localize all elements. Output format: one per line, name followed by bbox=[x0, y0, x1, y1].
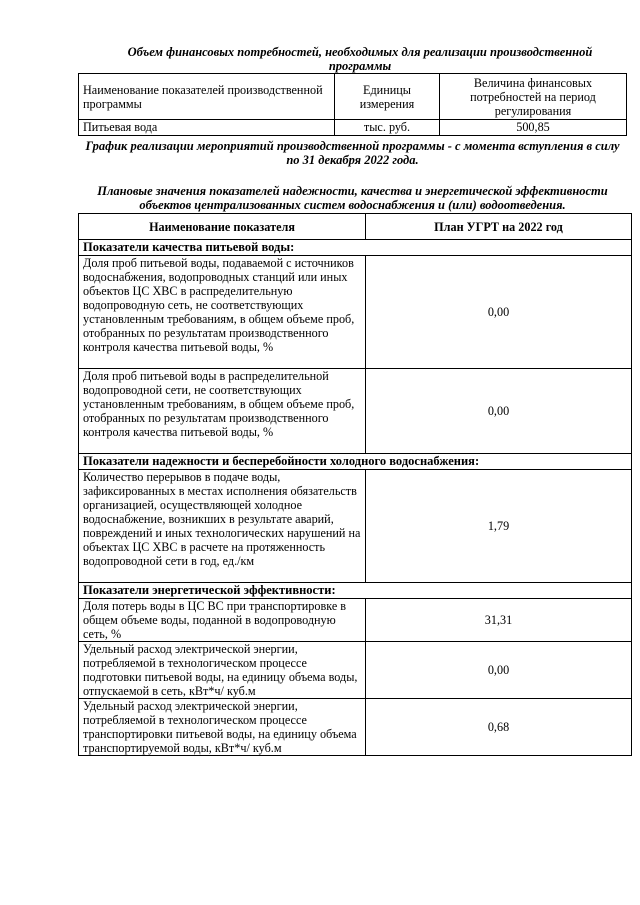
indicator-name: Количество перерывов в подаче воды, зафиксированных в местах исполнения обязательств организацией, осуществляющей холодное водоснабжение, возникших в результате аварий, повреждений и иных технологических нарушений на объектах ЦС ХВС в расчете на протяженность водопроводной сети в год, ед./км bbox=[79, 470, 366, 583]
section-header bbox=[79, 583, 632, 599]
schedule-heading: График реализации мероприятий производственной программы - с момента вступления в силу по 31 декабря 2022 года. bbox=[85, 139, 620, 167]
indicator-value: 0,00 bbox=[366, 642, 632, 699]
indicator-name: Доля потерь воды в ЦС ВС при транспортировке в общем объеме воды, поданной в водопроводную сеть, % bbox=[79, 599, 366, 642]
row-name: Питьевая вода bbox=[79, 120, 335, 136]
section-header bbox=[79, 240, 632, 256]
header-plan: План УГРТ на 2022 год bbox=[366, 214, 632, 240]
indicator-name: Доля проб питьевой воды в распределительной водопроводной сети, не соответствующих установленным требованиям, в общем объеме проб, отобранных по результатам производственного контроля качества питьевой воды, % bbox=[79, 369, 366, 454]
table-row bbox=[79, 642, 632, 699]
row-value: 500,85 bbox=[440, 120, 627, 136]
table-row bbox=[79, 599, 632, 642]
section-title-energy: Показатели энергетической эффективности: bbox=[79, 583, 632, 599]
table-row bbox=[79, 369, 632, 454]
indicator-name: Удельный расход электрической энергии, потребляемой в технологическом процессе подготовки питьевой воды, на единицу объема воды, отпускаемой в сеть, кВт*ч/ куб.м bbox=[79, 642, 366, 699]
table-row bbox=[79, 120, 627, 136]
indicator-name: Удельный расход электрической энергии, потребляемой в технологическом процессе транспортировки питьевой воды, на единицу объема транспортируемой воды, кВт*ч/ куб.м bbox=[79, 699, 366, 756]
header-finance-value: Величина финансовых потребностей на период регулирования bbox=[440, 74, 627, 120]
header-indicator: Наименование показателя bbox=[79, 214, 366, 240]
indicators-table bbox=[78, 213, 632, 756]
finance-heading: Объем финансовых потребностей, необходимых для реализации производственной программы bbox=[127, 45, 593, 73]
indicator-value: 0,68 bbox=[366, 699, 632, 756]
finance-table bbox=[78, 73, 627, 136]
header-indicator-name: Наименование показателей производственной программы bbox=[79, 74, 335, 120]
indicator-value: 31,31 bbox=[366, 599, 632, 642]
row-unit: тыс. руб. bbox=[335, 120, 440, 136]
finance-table-header bbox=[79, 74, 627, 120]
section-title-reliability: Показатели надежности и бесперебойности холодного водоснабжения: bbox=[79, 454, 632, 470]
indicator-value: 0,00 bbox=[366, 256, 632, 369]
indicator-value: 1,79 bbox=[366, 470, 632, 583]
header-unit: Единицы измерения bbox=[335, 74, 440, 120]
indicator-value: 0,00 bbox=[366, 369, 632, 454]
section-title-quality: Показатели качества питьевой воды: bbox=[79, 240, 632, 256]
indicators-table-header bbox=[79, 214, 632, 240]
section-header bbox=[79, 454, 632, 470]
indicators-heading: Плановые значения показателей надежности, качества и энергетической эффективности объектов централизованных систем водоснабжения и (или) водоотведения. bbox=[97, 184, 608, 212]
indicator-name: Доля проб питьевой воды, подаваемой с источников водоснабжения, водопроводных станций или иных объектов ЦС ХВС в распределительную водопроводную сеть, не соответствующих установленным требованиям, в общем объеме проб, отобранных по результатам производственного контроля качества питьевой воды, % bbox=[79, 256, 366, 369]
table-row bbox=[79, 699, 632, 756]
table-row bbox=[79, 256, 632, 369]
table-row bbox=[79, 470, 632, 583]
